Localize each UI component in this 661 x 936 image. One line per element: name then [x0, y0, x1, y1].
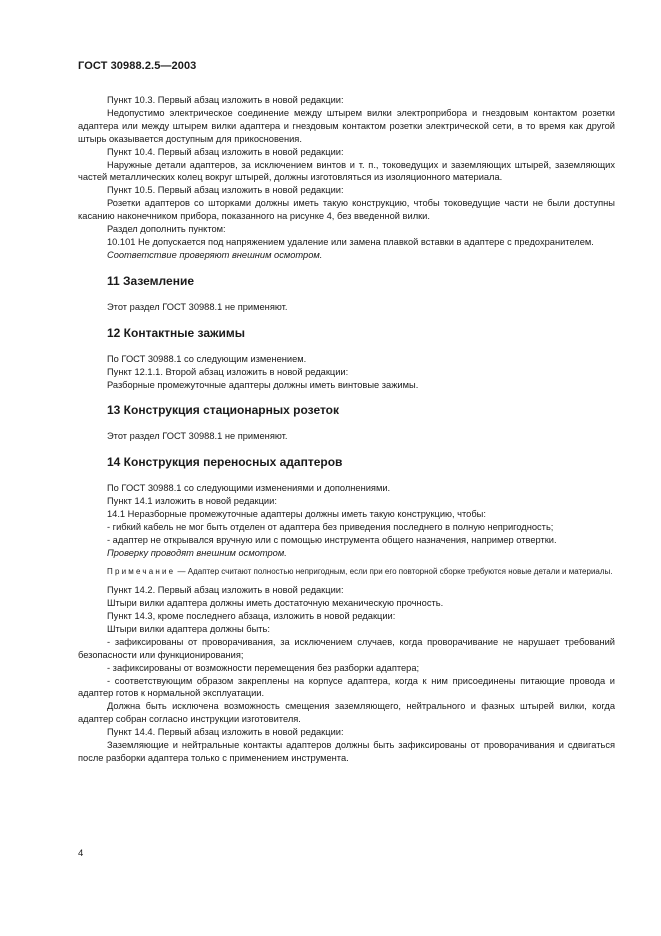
paragraph: Пункт 10.4. Первый абзац изложить в новой редакции: — [107, 146, 344, 157]
paragraph: Этот раздел ГОСТ 30988.1 не применяют. — [107, 301, 288, 312]
paragraph: Заземляющие и нейтральные контакты адаптеров должны быть зафиксированы от проворачивания и сдвигаться после разборки адаптера только с применением инструмента. — [78, 740, 615, 763]
paragraph: Должна быть исключена возможность смещения заземляющего, нейтрального и фазных штырей вилки, когда адаптер собран согласно инструкции изготовителя. — [78, 701, 615, 725]
paragraph: Раздел дополнить пунктом: — [107, 224, 226, 235]
paragraph: Пункт 10.5. Первый абзац изложить в новой редакции: — [107, 185, 344, 196]
note-label: Примечание — [107, 566, 176, 576]
paragraph: Пункт 14.1 изложить в новой редакции: — [107, 496, 277, 507]
section-heading: 11 Заземление — [107, 273, 194, 288]
paragraph: Пункт 14.4. Первый абзац изложить в новой редакции: — [107, 727, 344, 738]
paragraph: По ГОСТ 30988.1 со следующими изменениями и дополнениями. — [107, 483, 391, 494]
list-item: - зафиксированы от проворачивания, за исключением случаев, когда проворачивание не нарушает требований безопасности или функционирования; — [78, 636, 615, 660]
section-heading: 14 Конструкция переносных адаптеров — [107, 455, 343, 470]
paragraph: Розетки адаптеров со шторками должны иметь такую конструкцию, чтобы токоведущие части не были доступны касанию наконечником прибора, показанного на рисунке 4, без введенной вилки. — [78, 198, 615, 222]
paragraph: Пункт 12.1.1. Второй абзац изложить в новой редакции: — [107, 366, 349, 377]
paragraph: Штыри вилки адаптера должны быть: — [107, 623, 270, 634]
verification-paragraph: Соответствие проверяют внешним осмотром. — [107, 249, 323, 260]
section-heading: 13 Конструкция стационарных розеток — [107, 403, 340, 418]
paragraph: Наружные детали адаптеров, за исключением винтов и т. п., токоведущих и заземляющих штырей, заземляющих частей металлических колец вокруг штырей, должны изготовляться из изоляционного материала. — [78, 159, 615, 183]
paragraph: По ГОСТ 30988.1 со следующим изменением. — [107, 353, 307, 364]
paragraph: Пункт 14.2. Первый абзац изложить в новой редакции: — [107, 585, 344, 596]
note — [78, 566, 615, 577]
paragraph: Штыри вилки адаптера должны иметь достаточную механическую прочность. — [107, 598, 444, 609]
list-item: - адаптер не открывался вручную или с помощью инструмента общего назначения, например отвертки. — [107, 534, 557, 545]
page-number: 4 — [78, 848, 84, 859]
section-heading: 12 Контактные зажимы — [107, 325, 246, 340]
paragraph: Разборные промежуточные адаптеры должны иметь винтовые зажимы. — [107, 379, 419, 390]
intro-block — [78, 94, 615, 262]
paragraph: Недопустимо электрическое соединение между штырем вилки электроприбора и гнездовым контактом розетки адаптера или между штырем вилки адаптера и гнездовым контактом розетки электрической сети, в то время как другой штырь оказывается доступным для прикосновения. — [78, 107, 615, 144]
note-text: — Адаптер считают полностью непригодным, если при его повторной сборке требуются новые детали и материалы. — [175, 566, 613, 576]
list-item: - гибкий кабель не мог быть отделен от адаптера без приведения последнего в полную непригодность; — [107, 522, 554, 533]
document-header: ГОСТ 30988.2.5—2003 — [78, 60, 197, 72]
paragraph: Пункт 14.3, кроме последнего абзаца, изложить в новой редакции: — [107, 610, 396, 621]
paragraph: 10.101 Не допускается под напряжением удаление или замена плавкой вставки в адаптере с предохранителем. — [107, 236, 594, 247]
paragraph: 14.1 Неразборные промежуточные адаптеры должны иметь такую конструкцию, чтобы: — [107, 509, 486, 520]
document-page — [78, 60, 615, 765]
list-item: - зафиксированы от возможности перемещения без разборки адаптера; — [107, 662, 420, 673]
verification-paragraph: Проверку проводят внешним осмотром. — [107, 547, 287, 558]
paragraph: Пункт 10.3. Первый абзац изложить в новой редакции: — [107, 95, 344, 105]
list-item: - соответствующим образом закреплены на корпусе адаптера, когда к ним присоединены питающие провода и адаптер готов к нормальной эксплуатации. — [78, 675, 615, 699]
paragraph: Этот раздел ГОСТ 30988.1 не применяют. — [107, 431, 288, 442]
